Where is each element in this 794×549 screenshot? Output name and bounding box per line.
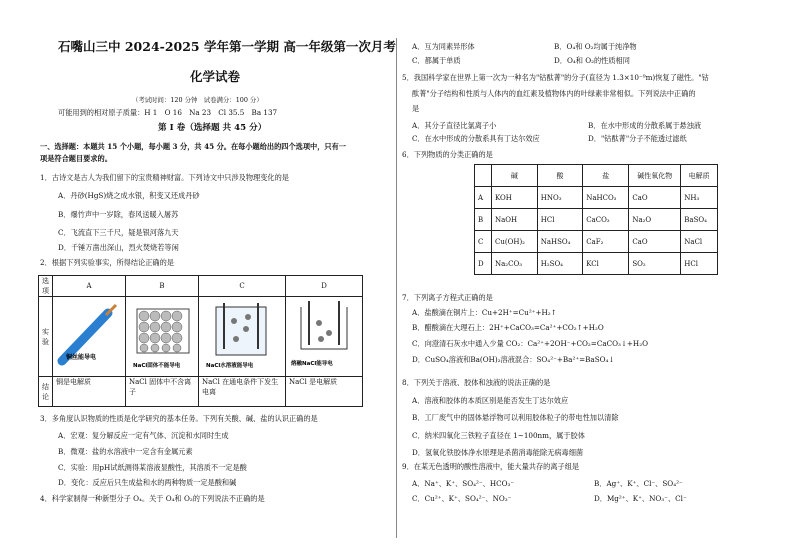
table-cell: HCl (681, 253, 718, 275)
option: B．O₄和 O₂均属于纯净物 (554, 42, 637, 51)
table-cell: H₂SO₄ (537, 253, 582, 275)
option: A．盐酸滴在铜片上：Cu+2H⁺=Cu²⁺+H₂↑ (412, 308, 557, 317)
table-col-header: B (126, 276, 199, 297)
option: D．CuSO₄溶液和Ba(OH)₂溶液混合：SO₄²⁻+Ba²⁺=BaSO₄↓ (412, 355, 615, 364)
conclusion-cell: NaCl 在通电条件下发生电离 (199, 377, 286, 407)
table-row (475, 187, 718, 209)
table-row (475, 231, 718, 253)
question-stem: 2．根据下列实验事实，所得结论正确的是 (40, 258, 174, 267)
option: D．氢氧化铁胶体净水原理是杀菌消毒能除无病毒细菌 (412, 448, 584, 457)
table-cell: CaF₂ (583, 231, 629, 253)
option: A．其分子直径比氯离子小 (412, 121, 497, 130)
table-header: 碱 (492, 165, 538, 187)
question-stem: 7．下列离子方程式正确的是 (402, 293, 493, 302)
table-cell: A (475, 187, 492, 209)
conclusion-cell: NaCl 固体中不含离子 (126, 377, 199, 407)
option: B．醋酸滴在大理石上：2H⁺+CaCO₃=Ca²⁺+CO₂↑+H₂O (412, 323, 604, 332)
nacl-solid-image (129, 299, 195, 373)
atomic-masses: 可能用到的相对原子质量：H 1 O 16 Na 23 Cl 35.5 Ba 137 (58, 108, 278, 117)
question-stem: 8．下列关于溶液、胶体和浊液的说法正确的是 (402, 378, 551, 387)
question-stem: 1．古诗文是古人为我们留下的宝贵精神财富。下列诗文中只涉及物理变化的是 (40, 173, 289, 182)
image-label: NaCl水溶液能导电 (206, 362, 254, 369)
right-column (398, 0, 794, 549)
table-cell: KOH (492, 187, 538, 209)
table-cell: Na₂CO₃ (492, 253, 538, 275)
option: C．向澄清石灰水中通入少量 CO₂：Ca²⁺+2OH⁻+CO₂=CaCO₃↓+H₂O (412, 339, 648, 348)
option: B．工厂废气中的固体悬浮物可以利用胶体粒子的带电性加以清除 (412, 413, 619, 422)
option: C．都属于单质 (412, 56, 461, 65)
option: D．变化：反应后只生成盐和水的两种物质一定是酸和碱 (58, 478, 237, 487)
left-column (0, 0, 396, 549)
table-col-header: A (53, 276, 126, 297)
option: C．实验：用pH试纸测得某溶液显酸性，其溶质不一定是酸 (58, 463, 247, 472)
table-cell: NaOH (492, 209, 538, 231)
question-stem: 酞菁"分子结构和性质与人体内的血红素及植物体内的叶绿素非常相似。下列说法中正确的 (412, 89, 696, 98)
table-cell: HCl (537, 209, 582, 231)
table-row-label: 实验 (39, 297, 53, 377)
table-cell: CaCO₃ (583, 209, 629, 231)
question-stem: 4．科学家制得一种新型分子 O₄。关于 O₄和 O₂的下列说法不正确的是 (40, 494, 265, 503)
table-header: 盐 (583, 165, 629, 187)
experiment-image-b (126, 297, 199, 377)
table-cell: HNO₃ (537, 187, 582, 209)
table-cell: NaHSO₄ (537, 231, 582, 253)
image-label: NaCl固体不能导电 (133, 362, 181, 369)
question-stem: 6．下列物质的分类正确的是 (402, 150, 493, 159)
option: D．"钴酞菁"分子不能透过滤纸 (588, 134, 687, 143)
table-cell: C (475, 231, 492, 253)
table-cell: D (475, 253, 492, 275)
option: B．微观：盐的水溶液中一定含有金属元素 (58, 447, 193, 456)
conclusion-cell: NaCl 是电解质 (286, 377, 363, 407)
option: D．Mg²⁺、K⁺、NO₃⁻、Cl⁻ (594, 494, 687, 503)
section-title: 第 I 卷（选择题 共 45 分） (158, 123, 267, 133)
table-cell: NH₃ (681, 187, 718, 209)
table-row (475, 209, 718, 231)
section-instruction: 项是符合题目要求的。 (40, 154, 112, 163)
experiment-table (38, 275, 363, 407)
table-header (475, 165, 492, 187)
table-header: 酸 (537, 165, 582, 187)
table-cell: KCl (583, 253, 629, 275)
option: C．在水中形成的分散系具有丁达尔效应 (412, 134, 540, 143)
option: D．O₄和 O₂的性质相同 (554, 56, 630, 65)
conclusion-cell: 铜是电解质 (53, 377, 126, 407)
molten-nacl-image (289, 299, 359, 373)
option: A．Na⁺、K⁺、SO₄²⁻、HCO₃⁻ (412, 479, 515, 488)
table-row-label: 选项 (39, 276, 53, 297)
table-cell: Cu(OH)₂ (492, 231, 538, 253)
table-col-header: C (199, 276, 286, 297)
question-stem: 3．多角度认识物质的性质是化学研究的基本任务。下列有关酸、碱、盐的认识正确的是 (40, 414, 318, 423)
option: C．Cu²⁺、K⁺、SO₄²⁻、NO₃⁻ (412, 494, 512, 503)
table-cell: BaSO₄ (681, 209, 718, 231)
table-cell: SO₂ (629, 253, 681, 275)
table-row (475, 253, 718, 275)
option: A．溶液和胶体的本质区别是能否发生丁达尔效应 (412, 396, 569, 405)
option: A．宏观：复分解反应一定有气体、沉淀和水同时生成 (58, 431, 229, 440)
image-label: 熔融NaCl能导电 (291, 360, 333, 367)
table-cell: CaO (629, 231, 681, 253)
option: A．丹砂(HgS)烧之成水银，积变又还成丹砂 (58, 191, 200, 200)
experiment-image-d (286, 297, 363, 377)
question-stem: 9．在某无色透明的酸性溶液中，能大量共存的离子组是 (402, 462, 580, 471)
exam-subtitle: 化学试卷 (190, 69, 241, 84)
copper-wire-image (56, 299, 122, 373)
table-header: 碱性氧化物 (629, 165, 681, 187)
option: B．爆竹声中一岁除，春风送暖入屠苏 (58, 210, 179, 219)
option: C．纳米四氧化三铁粒子直径在 1~100nm，属于胶体 (412, 431, 585, 440)
column-divider (396, 38, 397, 538)
section-instruction: 一、选择题：本题共 15 个小题，每小题 3 分，共 45 分。在每小题给出的四个选项中，只有一 (40, 142, 346, 151)
table-cell: NaHCO₃ (583, 187, 629, 209)
exam-info: （考试时间：120 分钟 试卷满分：100 分） (132, 96, 263, 104)
exam-title: 石嘴山三中 2024-2025 学年第一学期 高一年级第一次月考 (58, 39, 396, 54)
table-cell: NaCl (681, 231, 718, 253)
classification-table (474, 164, 718, 275)
table-header: 电解质 (681, 165, 718, 187)
table-cell: B (475, 209, 492, 231)
table-cell: Na₂O (629, 209, 681, 231)
option: A．互为同素异形体 (412, 42, 475, 51)
table-cell: CaO (629, 187, 681, 209)
question-stem: 是 (412, 104, 420, 113)
table-col-header: D (286, 276, 363, 297)
table-row-label: 结论 (39, 377, 53, 407)
experiment-image-a (53, 297, 126, 377)
option: C．飞流直下三千尺，疑是银河落九天 (58, 228, 179, 237)
image-label: 铜丝能导电 (66, 353, 97, 361)
option: B．Ag⁺、K⁺、Cl⁻、SO₄²⁻ (594, 479, 683, 488)
experiment-image-c (199, 297, 286, 377)
option: B．在水中形成的分散系属于悬浊液 (588, 121, 702, 130)
option: D．千锤万凿出深山，烈火焚烧若等闲 (58, 243, 179, 252)
nacl-solution-image (202, 299, 282, 373)
question-stem: 5．我国科学家在世界上第一次为一种名为"钴酞菁"的分子(直径为 1.3×10⁻⁹m)恢复了磁性。"钴 (402, 73, 709, 82)
